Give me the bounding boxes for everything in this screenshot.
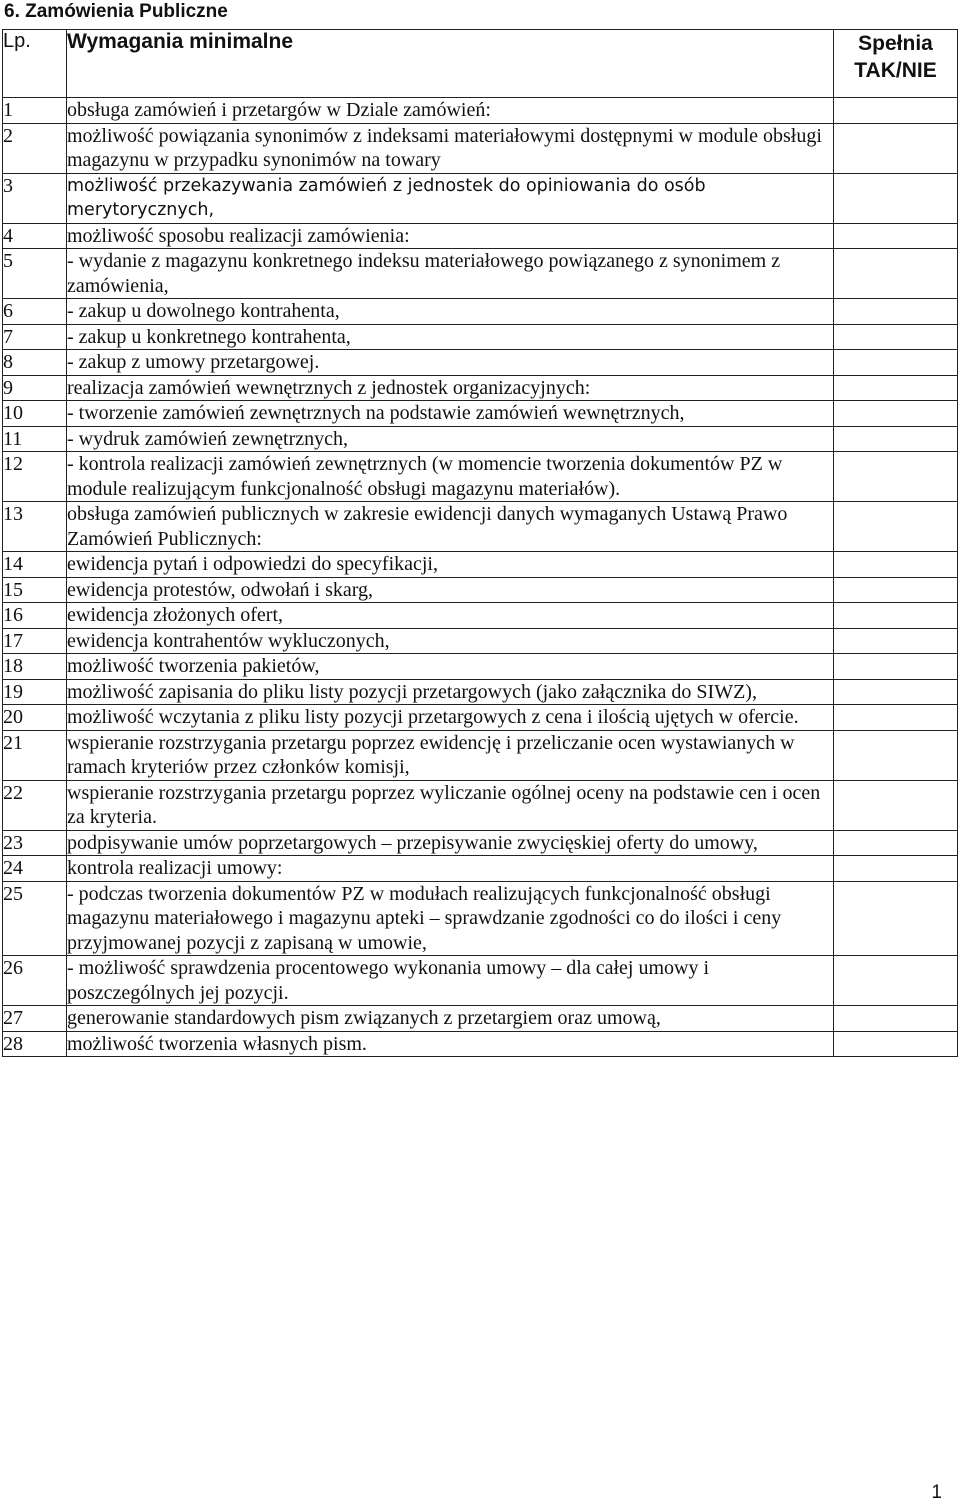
table-row [3,1031,958,1057]
row-meets-cell[interactable] [834,654,958,680]
row-number: 15 [3,577,67,603]
row-meets-cell[interactable] [834,173,958,223]
row-number: 17 [3,628,67,654]
row-meets-cell[interactable] [834,324,958,350]
row-number: 25 [3,881,67,956]
row-number: 26 [3,956,67,1006]
table-row [3,956,958,1006]
table-row [3,603,958,629]
row-requirement: ewidencja złożonych ofert, [67,603,834,629]
row-requirement: podpisywanie umów poprzetargowych – przepisywanie zwycięskiej oferty do umowy, [67,830,834,856]
table-row [3,401,958,427]
table-body [3,98,958,1057]
row-number: 8 [3,350,67,376]
table-row [3,350,958,376]
table-row [3,780,958,830]
row-meets-cell[interactable] [834,730,958,780]
table-row [3,552,958,578]
row-number: 24 [3,856,67,882]
row-number: 10 [3,401,67,427]
row-meets-cell[interactable] [834,401,958,427]
table-row [3,654,958,680]
row-requirement: - zakup z umowy przetargowej. [67,350,834,376]
table-row [3,324,958,350]
row-number: 22 [3,780,67,830]
row-requirement: - kontrola realizacji zamówień zewnętrznych (w momencie tworzenia dokumentów PZ w module realizującym funkcjonalność obsługi magazynu materiałów). [67,452,834,502]
table-row [3,628,958,654]
table-row [3,426,958,452]
row-requirement: - możliwość sprawdzenia procentowego wykonania umowy – dla całej umowy i poszczególnych jej pozycji. [67,956,834,1006]
row-requirement: możliwość tworzenia pakietów, [67,654,834,680]
row-requirement: możliwość przekazywania zamówień z jednostek do opiniowania do osób merytorycznych, [67,173,834,223]
header-meets: Spełnia TAK/NIE [834,30,958,98]
row-meets-cell[interactable] [834,223,958,249]
row-requirement: - wydanie z magazynu konkretnego indeksu materiałowego powiązanego z synonimem z zamówienia, [67,249,834,299]
table-row [3,1006,958,1032]
row-requirement: możliwość zapisania do pliku listy pozycji przetargowych (jako załącznika do SIWZ), [67,679,834,705]
row-meets-cell[interactable] [834,603,958,629]
table-row [3,223,958,249]
row-meets-cell[interactable] [834,350,958,376]
row-meets-cell[interactable] [834,679,958,705]
row-number: 20 [3,705,67,731]
table-row [3,830,958,856]
row-meets-cell[interactable] [834,552,958,578]
row-number: 18 [3,654,67,680]
row-meets-cell[interactable] [834,426,958,452]
row-number: 12 [3,452,67,502]
row-requirement: realizacja zamówień wewnętrznych z jednostek organizacyjnych: [67,375,834,401]
row-meets-cell[interactable] [834,780,958,830]
row-requirement: obsługa zamówień publicznych w zakresie ewidencji danych wymaganych Ustawą Prawo Zamówień Publicznych: [67,502,834,552]
row-number: 1 [3,98,67,124]
row-meets-cell[interactable] [834,577,958,603]
requirements-table [2,29,958,1057]
row-meets-cell[interactable] [834,299,958,325]
page-number: 1 [931,1482,942,1503]
table-row [3,299,958,325]
row-requirement: - zakup u dowolnego kontrahenta, [67,299,834,325]
table-row [3,173,958,223]
row-requirement: ewidencja kontrahentów wykluczonych, [67,628,834,654]
table-row [3,577,958,603]
table-header-row [3,30,958,98]
row-meets-cell[interactable] [834,628,958,654]
row-requirement: - zakup u konkretnego kontrahenta, [67,324,834,350]
row-number: 7 [3,324,67,350]
row-meets-cell[interactable] [834,705,958,731]
row-meets-cell[interactable] [834,1006,958,1032]
row-meets-cell[interactable] [834,98,958,124]
row-meets-cell[interactable] [834,123,958,173]
row-number: 19 [3,679,67,705]
row-meets-cell[interactable] [834,881,958,956]
row-meets-cell[interactable] [834,502,958,552]
row-requirement: - podczas tworzenia dokumentów PZ w modułach realizujących funkcjonalność obsługi magazynu materiałowego i magazynu apteki – sprawdzanie zgodności co do ilości i ceny przyjmowanej pozycji z zapisaną w umowie, [67,881,834,956]
row-requirement: generowanie standardowych pism związanych z przetargiem oraz umową, [67,1006,834,1032]
row-number: 3 [3,173,67,223]
row-number: 13 [3,502,67,552]
row-number: 9 [3,375,67,401]
row-number: 28 [3,1031,67,1057]
row-requirement: możliwość powiązania synonimów z indeksami materiałowymi dostępnymi w module obsługi magazynu w przypadku synonimów na towary [67,123,834,173]
row-meets-cell[interactable] [834,452,958,502]
table-row [3,705,958,731]
row-number: 5 [3,249,67,299]
section-title: 6. Zamówienia Publiczne [4,1,228,22]
row-number: 2 [3,123,67,173]
table-row [3,249,958,299]
header-requirements: Wymagania minimalne [67,30,834,98]
row-number: 4 [3,223,67,249]
row-meets-cell[interactable] [834,375,958,401]
table-row [3,502,958,552]
row-requirement: wspieranie rozstrzygania przetargu poprzez ewidencję i przeliczanie ocen wystawianych w ramach kryteriów przez członków komisji, [67,730,834,780]
row-number: 21 [3,730,67,780]
table-row [3,98,958,124]
row-requirement: ewidencja protestów, odwołań i skarg, [67,577,834,603]
row-requirement: - wydruk zamówień zewnętrznych, [67,426,834,452]
row-meets-cell[interactable] [834,830,958,856]
row-requirement: wspieranie rozstrzygania przetargu poprzez wyliczanie ogólnej oceny na podstawie cen i ocen za kryteria. [67,780,834,830]
row-requirement: możliwość wczytania z pliku listy pozycji przetargowych z cena i ilością ujętych w ofercie. [67,705,834,731]
table-row [3,856,958,882]
header-lp: Lp. [3,30,67,98]
row-requirement: obsługa zamówień i przetargów w Dziale zamówień: [67,98,834,124]
row-requirement: możliwość sposobu realizacji zamówienia: [67,223,834,249]
table-row [3,452,958,502]
table-row [3,881,958,956]
row-meets-cell[interactable] [834,1031,958,1057]
row-requirement: kontrola realizacji umowy: [67,856,834,882]
row-requirement: - tworzenie zamówień zewnętrznych na podstawie zamówień wewnętrznych, [67,401,834,427]
row-meets-cell[interactable] [834,956,958,1006]
row-number: 16 [3,603,67,629]
table-row [3,123,958,173]
row-number: 11 [3,426,67,452]
row-meets-cell[interactable] [834,856,958,882]
row-requirement: ewidencja pytań i odpowiedzi do specyfikacji, [67,552,834,578]
row-number: 23 [3,830,67,856]
row-number: 14 [3,552,67,578]
row-meets-cell[interactable] [834,249,958,299]
row-number: 6 [3,299,67,325]
table-row [3,730,958,780]
row-requirement: możliwość tworzenia własnych pism. [67,1031,834,1057]
table-row [3,679,958,705]
table-row [3,375,958,401]
row-number: 27 [3,1006,67,1032]
